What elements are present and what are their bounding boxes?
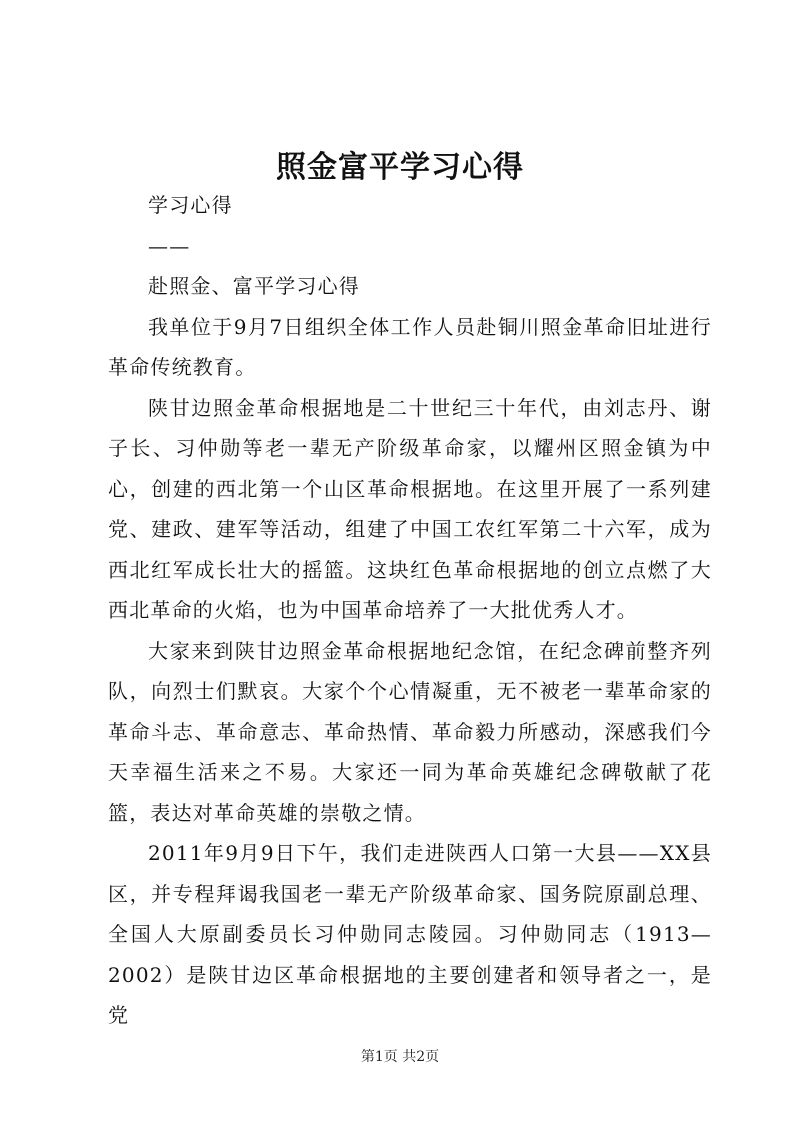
paragraph-intro: 我单位于9月7日组织全体工作人员赴铜川照金革命旧址进行革命传统教育。 [108, 314, 712, 379]
document-body [108, 185, 712, 1036]
document-title: 照金富平学习心得 [276, 150, 524, 185]
paragraph-base-history: 陕甘边照金革命根据地是二十世纪三十年代，由刘志丹、谢子长、习仲勋等老一辈无产阶级革命家，以耀州区照金镇为中心，创建的西北第一个山区革命根据地。在这里开展了一系列建党、建政、建军等活动，组建了中国工农红军第二十六军，成为西北红军成长壮大的摇篮。这块红色革命根据地的创立点燃了大西北革命的火焰，也为中国革命培养了一大批优秀人才。 [108, 395, 712, 622]
paragraph-subtitle: 赴照金、富平学习心得 [148, 274, 360, 298]
paragraph-dash: —— [148, 233, 191, 258]
paragraph-heading-label: 学习心得 [148, 193, 233, 217]
page-footer: 第1页 共2页 [360, 1049, 440, 1065]
paragraph-memorial-visit: 大家来到陕甘边照金革命根据地纪念馆，在纪念碑前整齐列队，向烈士们默哀。大家个个心情凝重，无不被老一辈革命家的革命斗志、革命意志、革命热情、革命毅力所感动，深感我们今天幸福生活来之不易。大家还一同为革命英雄纪念碑敬献了花篮，表达对革命英雄的崇敬之情。 [108, 638, 712, 825]
paragraph-cemetery-visit: 2011年9月9日下午，我们走进陕西人口第一大县——XX县区，并专程拜谒我国老一辈无产阶级革命家、国务院原副总理、全国人大原副委员长习仲勋同志陵园。习仲勋同志（1913—2002）是陕甘边区革命根据地的主要创建者和领导者之一，是党 [108, 841, 712, 1027]
